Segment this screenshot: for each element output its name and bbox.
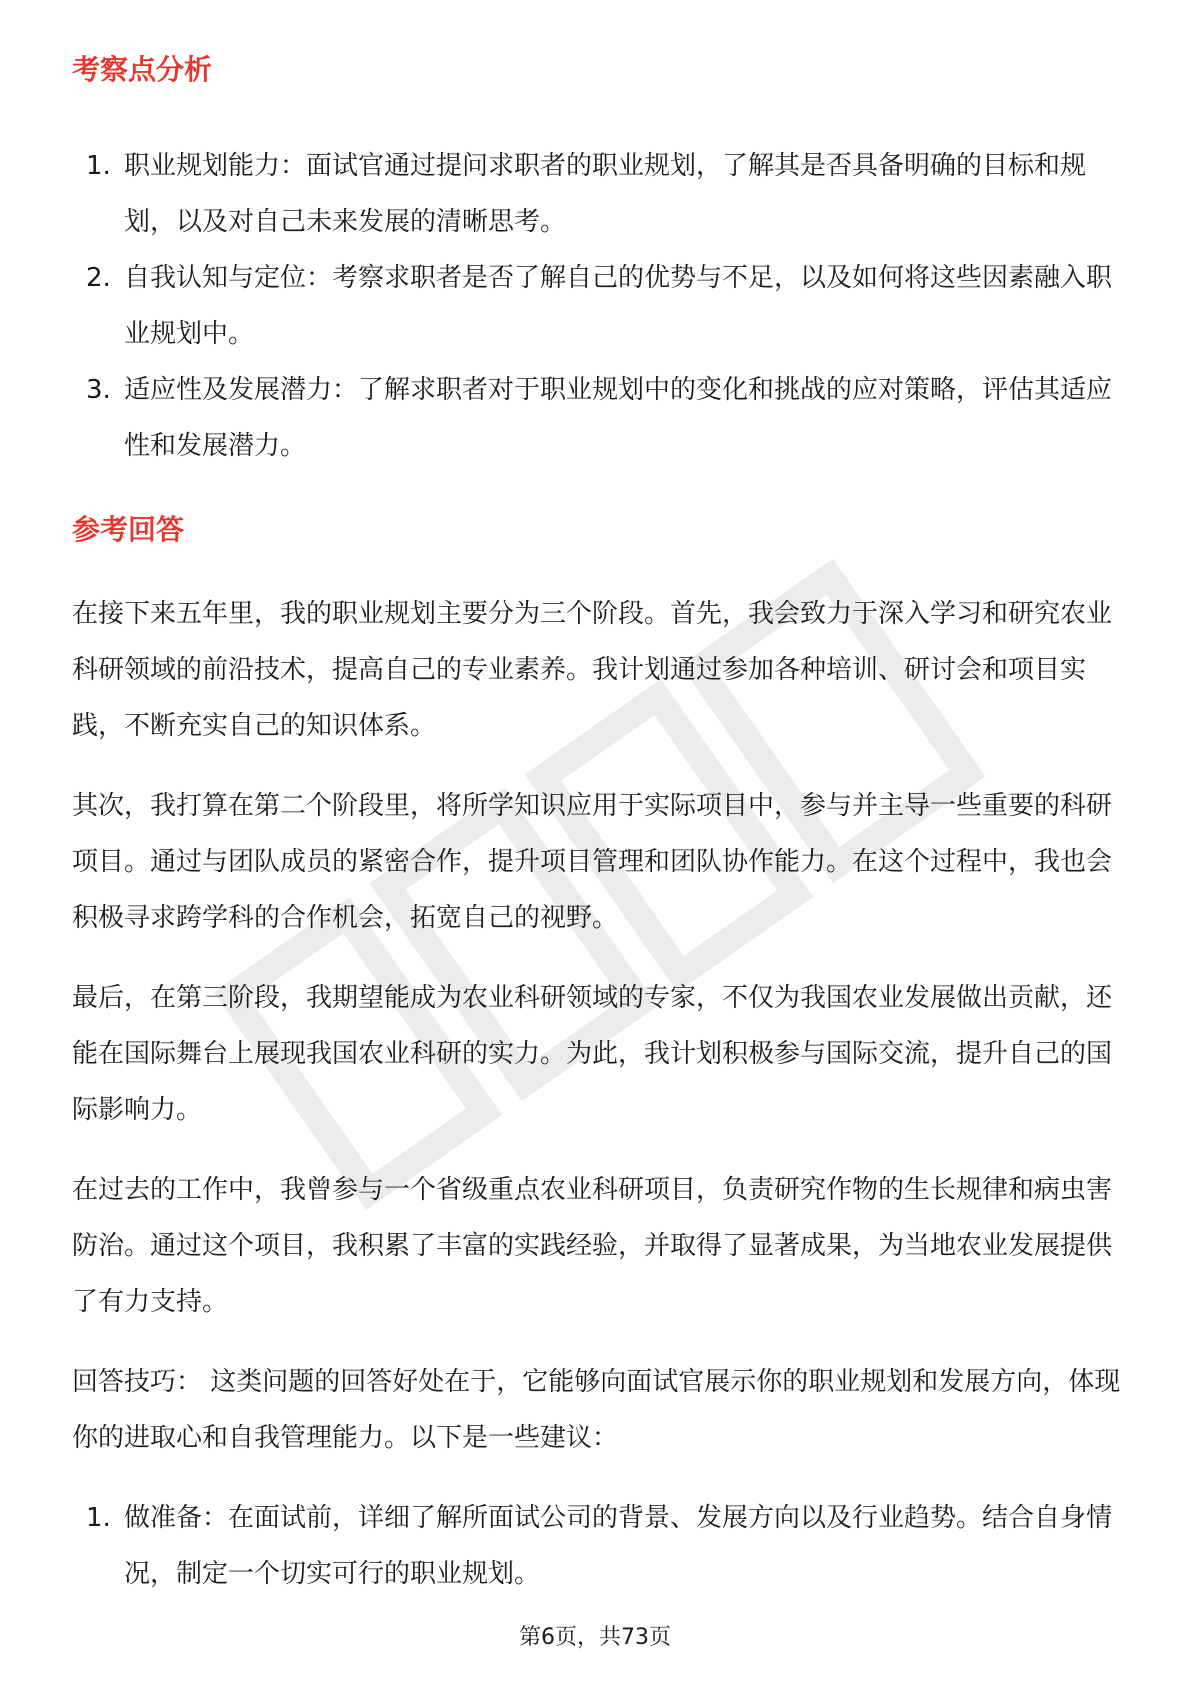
list-item-text: 适应性及发展潜力：了解求职者对于职业规划中的变化和挑战的应对策略，评估其适应性和发展潜力。: [124, 375, 1113, 461]
list-item: [72, 138, 1122, 250]
analysis-list: [72, 138, 1122, 474]
list-item-number: 1.: [86, 151, 111, 181]
list-item-text: 做准备：在面试前，详细了解所面试公司的背景、发展方向以及行业趋势。结合自身情况，制定一个切实可行的职业规划。: [124, 1503, 1113, 1589]
list-item-number: 1.: [86, 1503, 111, 1533]
section-title-reference-answer: 参考回答: [72, 513, 185, 546]
answer-paragraph: 在接下来五年里，我的职业规划主要分为三个阶段。首先，我会致力于深入学习和研究农业科研领域的前沿技术，提高自己的专业素养。我计划通过参加各种培训、研讨会和项目实践，不断充实自己的知识体系。: [72, 599, 1113, 741]
section-title-analysis: 考察点分析: [72, 53, 213, 86]
list-item: [72, 1490, 1122, 1602]
list-item: [72, 362, 1122, 474]
page-footer: [0, 1622, 1190, 1654]
tips-list: [72, 1490, 1122, 1602]
page-number-label: 第6页，共73页: [519, 1625, 671, 1650]
answer-paragraph: 在过去的工作中，我曾参与一个省级重点农业科研项目，负责研究作物的生长规律和病虫害防治。通过这个项目，我积累了丰富的实践经验，并取得了显著成果，为当地农业发展提供了有力支持。: [72, 1175, 1113, 1317]
answer-paragraph: 其次，我打算在第二个阶段里，将所学知识应用于实际项目中，参与并主导一些重要的科研项目。通过与团队成员的紧密合作，提升项目管理和团队协作能力。在这个过程中，我也会积极寻求跨学科的合作机会，拓宽自己的视野。: [72, 791, 1113, 933]
page-content: [72, 48, 1122, 1602]
list-item-text: 职业规划能力：面试官通过提问求职者的职业规划，了解其是否具备明确的目标和规划，以及对自己未来发展的清晰思考。: [124, 151, 1087, 237]
list-item: [72, 250, 1122, 362]
answer-tips-intro: 回答技巧： 这类问题的回答好处在于，它能够向面试官展示你的职业规划和发展方向，体现你的进取心和自我管理能力。以下是一些建议：: [72, 1367, 1121, 1453]
list-item-text: 自我认知与定位：考察求职者是否了解自己的优势与不足，以及如何将这些因素融入职业规划中。: [124, 263, 1113, 349]
list-item-number: 2.: [86, 263, 111, 293]
answer-paragraph: 最后，在第三阶段，我期望能成为农业科研领域的专家，不仅为我国农业发展做出贡献，还能在国际舞台上展现我国农业科研的实力。为此，我计划积极参与国际交流，提升自己的国际影响力。: [72, 983, 1113, 1125]
list-item-number: 3.: [86, 375, 111, 405]
